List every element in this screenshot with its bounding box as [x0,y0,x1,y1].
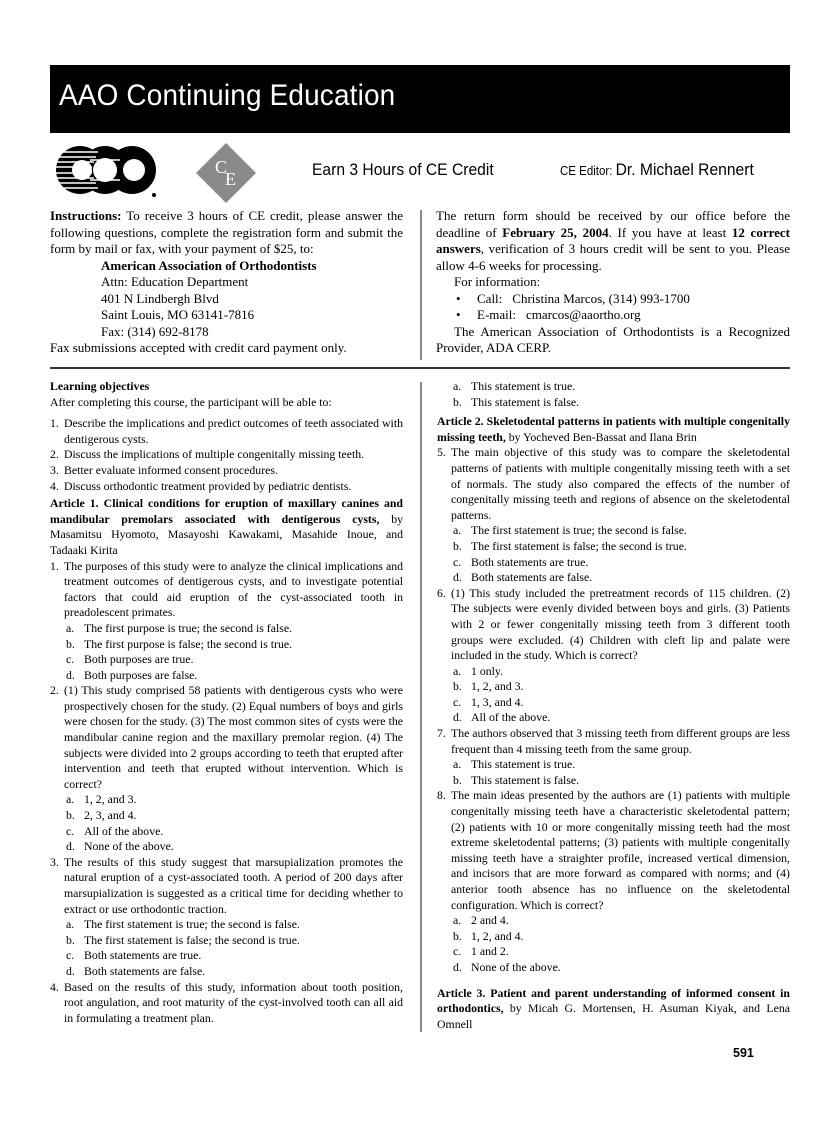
question-3 [50,855,403,917]
contact-email [436,307,790,324]
question-text: (1) This study included the pretreatment records of 115 children. (2) The subjects were evenly divided between boys and girls. (3) Patients with 2 or fewer congenitally missing teeth from 3 different tooth groups were excluded. (4) Children with cleft lip and palate were included in the study. Which is correct? [451,585,790,663]
option-text: 1, 3, and 4. [471,694,524,709]
option-letter: b. [453,538,462,553]
objective-item [50,463,403,479]
option-text: This statement is false. [471,394,580,409]
answer-option[interactable] [50,652,403,668]
objective-number: 1. [50,416,59,431]
answer-option[interactable] [437,679,790,695]
deadline-paragraph [436,208,790,274]
answer-option[interactable] [437,929,790,945]
question-4 [50,980,403,1027]
option-text: 1, 2, and 4. [471,928,524,943]
article-title: Article 2. Skeletodental patterns in patients with multiple congenitally missing teeth, [437,414,790,444]
instructions-paragraph [50,208,403,258]
address-fax: Fax: (314) 692-8178 [101,323,209,339]
answer-option[interactable] [50,808,403,824]
option-text: The first statement is false; the second is true. [471,538,687,553]
option-text: 1, 2, and 3. [84,792,137,807]
ce-editor-label: CE Editor: [560,164,616,178]
page-title: AAO Continuing Education [59,79,396,112]
answer-option[interactable] [50,839,403,855]
question-number: 5. [437,445,446,460]
option-text: The first purpose is false; the second is true. [84,636,293,651]
answer-option[interactable] [437,695,790,711]
option-letter: a. [66,792,75,807]
option-text: Both statements are false. [471,570,593,585]
option-letter: b. [453,394,462,409]
deadline-text-3: , verification of 3 hours credit will be sent to you. Please allow 4-6 weeks for processing. [436,241,790,273]
address-attn: Attn: Education Department [101,274,249,289]
option-text: Both purposes are false. [84,667,198,682]
answer-option[interactable] [437,710,790,726]
question-text: The results of this study suggest that marsupialization promotes the natural eruption of a cyst-associated tooth. A period of 200 days after marsupialization is suggested as a critical time for deciding whether to extract or use orthodontic traction. [64,854,403,916]
answer-option[interactable] [50,917,403,933]
ce-logo-letter-c: C [215,157,228,177]
option-letter: a. [66,620,75,635]
option-letter: b. [66,932,75,947]
option-text: The first purpose is true; the second is false. [84,620,293,635]
option-letter: a. [453,663,462,678]
learning-objectives-intro: After completing this course, the participant will be able to: [50,394,332,409]
provider-note: The American Association of Orthodontists is a Recognized Provider, ADA CERP. [436,323,790,355]
option-letter: c. [453,944,462,959]
option-letter: d. [66,839,75,854]
option-letter: d. [66,963,75,978]
answer-option[interactable] [437,523,790,539]
correct-threshold: 12 correct answers [436,224,791,256]
question-number: 2. [50,683,59,698]
option-letter: b. [66,636,75,651]
instructions-label: Instructions: [50,208,122,223]
instructions-left [50,208,403,357]
ce-editor-name: Dr. Michael Rennert [615,160,754,179]
deadline-date: February 25, 2004 [502,224,609,240]
question-number: 6. [437,585,446,600]
column-divider-top [420,210,422,360]
option-letter: c. [66,948,75,963]
answer-option[interactable] [437,773,790,789]
option-letter: b. [453,679,462,694]
option-letter: a. [453,913,462,928]
contact-call [436,291,790,308]
option-letter: a. [66,917,75,932]
objective-text: Discuss orthodontic treatment provided by pediatric dentists. [64,478,352,493]
option-text: 1 and 2. [471,944,509,959]
objective-number: 2. [50,447,59,462]
answer-option[interactable] [437,664,790,680]
answer-option[interactable] [50,933,403,949]
option-text: 1 only. [471,663,504,678]
option-letter: c. [453,694,462,709]
ce-editor [560,160,754,180]
question-6 [437,586,790,664]
objective-item [50,479,403,495]
question-number: 3. [50,854,59,869]
objective-number: 3. [50,462,59,477]
answer-option[interactable] [437,555,790,571]
option-text: This statement is true. [471,757,576,772]
question-5 [437,445,790,523]
column-divider-body [420,382,422,1032]
article-1-heading [50,496,403,558]
option-letter: b. [453,928,462,943]
article-2-heading [437,414,790,445]
option-letter: c. [66,823,75,838]
option-letter: c. [453,554,462,569]
answer-option[interactable] [437,395,790,411]
option-letter: b. [66,808,75,823]
question-text: The main ideas presented by the authors are (1) patients with multiple congenitally missing teeth have a characteristic skeletodental pattern; (2) patients with 10 or more congenitally missing teeth had the most extreme skeletodental patterns; (3) patients with multiple congenitally missing teeth have a straighter profile, increased vertical dimension, and incisors that are more forward as compared with norms; and (4) anterior tooth absence has no influence on the skeletodental configuration. Which is correct? [451,788,790,912]
option-text: Both statements are true. [471,554,589,569]
option-text: Both purposes are true. [84,652,194,667]
learning-objectives-title: Learning objectives [50,379,150,393]
info-label: For information: [454,274,541,289]
question-text: The authors observed that 3 missing teeth from different groups are less frequent than 4 missing teeth from the same group. [451,726,790,756]
article-3-heading [437,986,790,1033]
ce-logo-letter-e: E [225,169,236,189]
option-letter: d. [453,710,462,725]
address-city: Saint Louis, MO 63141-7816 [101,307,255,322]
answer-option[interactable] [437,944,790,960]
answer-option[interactable] [437,757,790,773]
answer-option[interactable] [50,621,403,637]
question-text: (1) This study comprised 58 patients with dentigerous cysts who were prospectively chosen for the study. (2) Equal numbers of boys and girls were chosen for the study. (3) The most common sites of cysts were the mandibular canine region and the maxillary premolar region. (4) The subjects were divided into 2 groups according to teeth that erupted after intervention and teeth that erupted without intervention. Which is correct? [64,683,403,791]
section-divider [50,367,790,369]
objective-item [50,447,403,463]
question-text: The main objective of this study was to compare the skeletodental patterns of patients with multiple congenitally missing teeth with a set of normals. The study also compared the effects of the number of congenitally missing teeth and regions of absence on the skeletodental patterns. [451,445,790,522]
option-letter: a. [453,757,462,772]
address-org: American Association of Orthodontists [101,257,317,273]
answer-option[interactable] [50,792,403,808]
option-text: None of the above. [471,959,561,974]
answer-option[interactable] [437,379,790,395]
question-number: 7. [437,726,446,741]
objective-number: 4. [50,478,59,493]
option-text: All of the above. [84,823,164,838]
contact-call-value[interactable]: Christina Marcos, (314) 993-1700 [512,290,690,306]
contact-email-link[interactable]: cmarcos@aaortho.org [526,307,641,322]
objective-text: Better evaluate informed consent procedures. [64,462,278,477]
fax-note: Fax submissions accepted with credit card payment only. [50,340,347,355]
ce-logo-icon [195,142,257,204]
option-text: This statement is false. [471,772,580,787]
question-number: 1. [50,558,59,573]
option-text: None of the above. [84,839,174,854]
answer-option[interactable] [437,960,790,976]
option-text: 2 and 4. [471,913,509,928]
article-authors: by Yocheved Ben-Bassat and Ilana Brin [505,429,697,444]
option-text: All of the above. [471,710,551,725]
question-8 [437,788,790,913]
right-column [437,379,790,1032]
option-text: This statement is true. [471,379,576,393]
answer-option[interactable] [50,668,403,684]
question-1 [50,559,403,621]
aao-logo-icon [50,140,160,200]
option-letter: a. [453,523,462,538]
option-text: 1, 2, and 3. [471,679,524,694]
contact-email-type: E-mail: [477,307,516,322]
deadline-text-1: The return form should be received by our office before the deadline of [436,208,790,240]
option-letter: c. [66,652,75,667]
answer-option[interactable] [437,913,790,929]
earn-credit-heading: Earn 3 Hours of CE Credit [312,160,494,179]
question-2 [50,683,403,792]
option-text: Both statements are true. [84,948,202,963]
article-title: Article 1. Clinical conditions for eruption of maxillary canines and mandibular premolars associated with dentigerous cysts, [50,496,403,526]
left-column [50,379,403,1026]
article-title: Article 3. Patient and parent understanding of informed consent in orthodontics, [437,985,790,1016]
option-letter: b. [453,772,462,787]
article-authors: by Micah G. Mortensen, H. Asuman Kiyak, and Lena Omnell [437,1001,790,1031]
question-text: The purposes of this study were to analyze the clinical implications and treatment outcomes of dentigerous cysts, and to investigate potential factors that could aid eruption of the cyst-associated tooth in preadolescent primates. [64,558,403,620]
option-text: The first statement is false; the second is true. [84,932,300,947]
answer-option[interactable] [437,570,790,586]
address-street: 401 N Lindbergh Blvd [101,290,219,306]
instructions-right [436,208,790,357]
option-letter: d. [453,570,462,585]
deadline-text-2: . If you have at least [608,224,732,240]
option-letter: d. [453,959,462,974]
objective-text: Describe the implications and predict outcomes of teeth associated with dentigerous cysts. [64,416,403,446]
objective-item [50,416,403,447]
option-letter: d. [66,667,75,682]
option-text: Both statements are false. [84,963,206,978]
answer-option[interactable] [50,964,403,980]
contact-call-type: Call: [477,290,503,306]
question-number: 8. [437,788,446,803]
option-text: The first statement is true; the second is false. [471,523,687,538]
answer-option[interactable] [437,539,790,555]
instructions-text: To receive 3 hours of CE credit, please answer the following questions, complete the registration form and submit the form by mail or fax, with your payment of $25, to: [50,208,403,256]
question-text: Based on the results of this study, information about tooth position, root angulation, and root maturity of the cyst-involved tooth can all aid in formulating a treatment plan. [64,979,403,1025]
objective-text: Discuss the implications of multiple congenitally missing teeth. [64,447,365,462]
header-banner [50,65,790,133]
answer-option[interactable] [50,948,403,964]
question-7 [437,726,790,757]
option-letter: a. [453,379,462,393]
option-text: The first statement is true; the second is false. [84,917,300,932]
article-authors: by Masamitsu Hyomoto, Masayoshi Kawakami, Masahide Inoue, and Tadaaki Kirita [50,511,403,557]
option-text: 2, 3, and 4. [84,808,137,823]
answer-option[interactable] [50,637,403,653]
answer-option[interactable] [50,824,403,840]
question-number: 4. [50,979,59,994]
page-number: 591 [733,1046,754,1060]
